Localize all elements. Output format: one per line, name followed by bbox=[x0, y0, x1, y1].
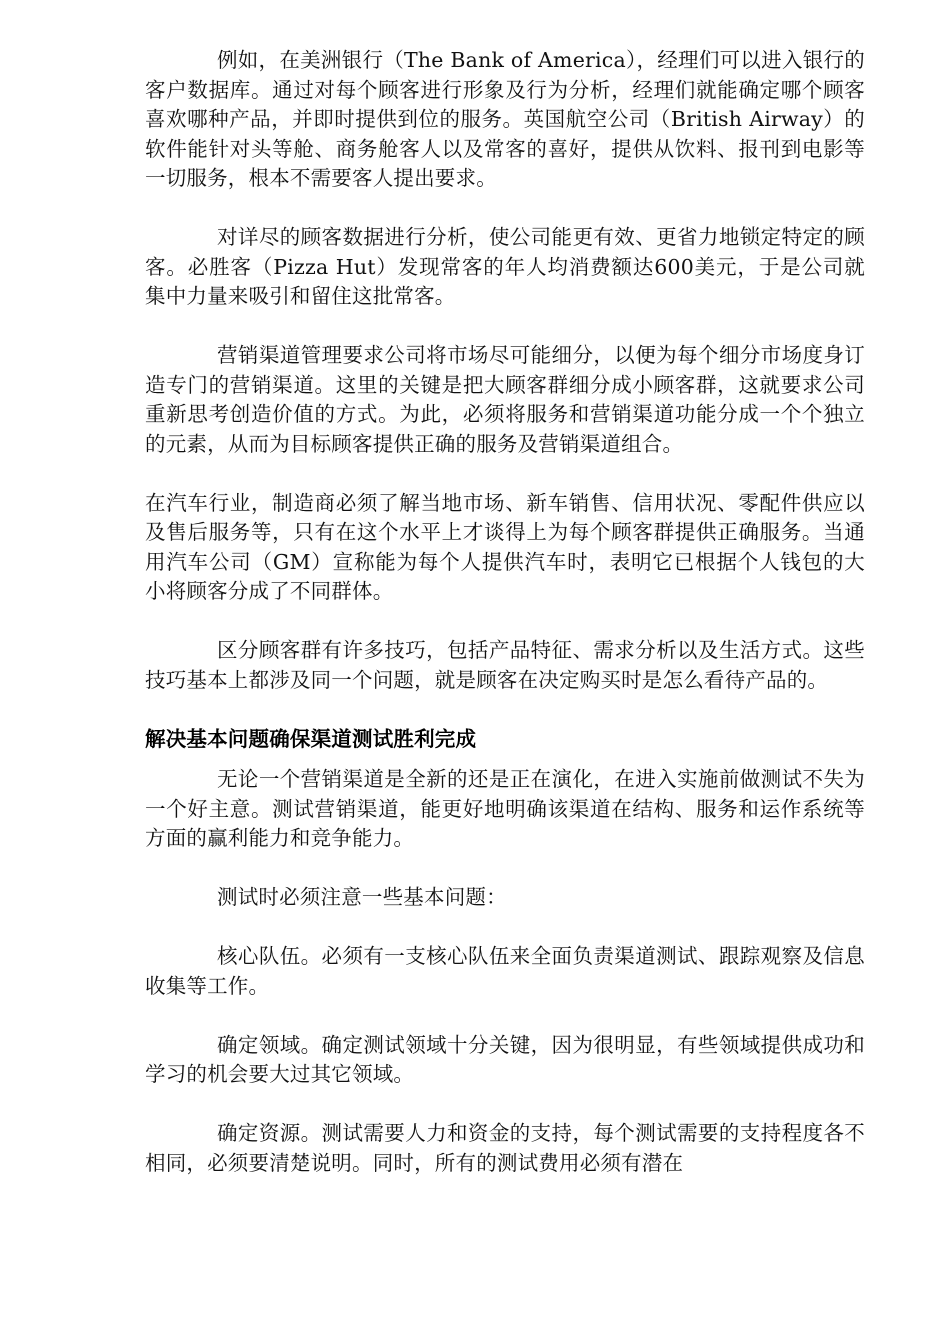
section-heading: 解决基本问题确保渠道测试胜利完成 bbox=[145, 726, 477, 751]
paragraph-channel-testing: 无论一个营销渠道是全新的还是正在演化，在进入实施前做测试不失为一个好主意。测试营销渠道，能更好地明确该渠道在结构、服务和运作系统等方面的赢利能力和竞争能力。 bbox=[145, 767, 865, 850]
paragraph-bank-of-america: 例如，在美洲银行（The Bank of America），经理们可以进入银行的客户数据库。通过对每个顾客进行形象及行为分析，经理们就能确定哪个顾客喜欢哪种产品，并即时提供到位的服务。英国航空公司（British Airway）的软件能针对头等舱、商务舱客人以及常客的喜好，提供从饮料、报刊到电影等一切服务，根本不需要客人提出要求。 bbox=[145, 48, 865, 190]
paragraph-basic-issues: 测试时必须注意一些基本问题： bbox=[217, 885, 507, 909]
paragraph-channel-management: 营销渠道管理要求公司将市场尽可能细分，以便为每个细分市场度身订造专门的营销渠道。这里的关键是把大顾客群细分成小顾客群，这就要求公司重新思考创造价值的方式。为此，必须将服务和营销渠道功能分成一个个独立的元素，从而为目标顾客提供正确的服务及营销渠道组合。 bbox=[145, 343, 865, 456]
paragraph-define-areas: 确定领域。确定测试领域十分关键，因为很明显，有些领域提供成功和学习的机会要大过其它领域。 bbox=[145, 1032, 865, 1086]
document-body bbox=[145, 46, 865, 1208]
paragraph-segmentation-techniques: 区分顾客群有许多技巧，包括产品特征、需求分析以及生活方式。这些技巧基本上都涉及同一个问题，就是顾客在决定购买时是怎么看待产品的。 bbox=[145, 638, 865, 692]
paragraph-define-resources: 确定资源。测试需要人力和资金的支持，每个测试需要的支持程度各不相同，必须要清楚说明。同时，所有的测试费用必须有潜在 bbox=[145, 1121, 865, 1175]
paragraph-core-team: 核心队伍。必须有一支核心队伍来全面负责渠道测试、跟踪观察及信息收集等工作。 bbox=[145, 944, 865, 998]
paragraph-auto-industry: 在汽车行业，制造商必须了解当地市场、新车销售、信用状况、零配件供应以及售后服务等，只有在这个水平上才谈得上为每个顾客群提供正确服务。当通用汽车公司（GM）宣称能为每个人提供汽车时，表明它已根据个人钱包的大小将顾客分成了不同群体。 bbox=[145, 490, 865, 603]
paragraph-pizza-hut: 对详尽的顾客数据进行分析，使公司能更有效、更省力地锁定特定的顾客。必胜客（Pizza Hut）发现常客的年人均消费额达600美元，于是公司就集中力量来吸引和留住这批常客。 bbox=[145, 225, 865, 308]
